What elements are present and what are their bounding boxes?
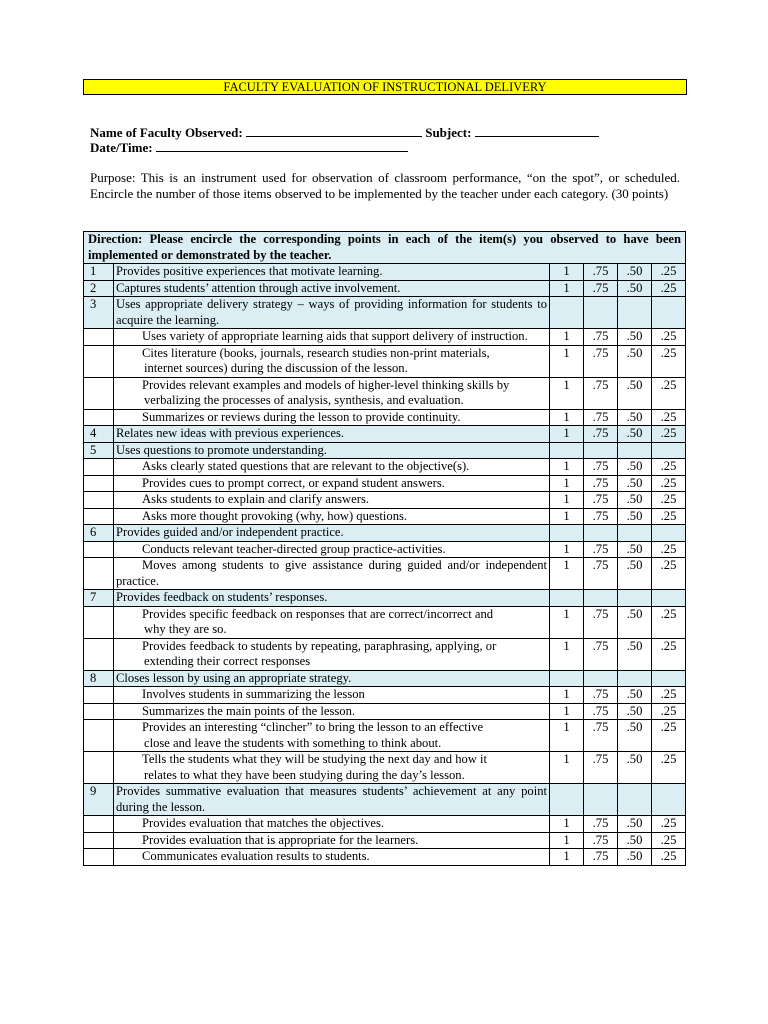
point-cell[interactable]: .50: [618, 541, 652, 558]
point-cell: [550, 525, 584, 542]
item-text-continued: close and leave the students with something to think about.: [144, 735, 442, 750]
item-number: [84, 558, 114, 590]
item-number: [84, 345, 114, 377]
point-cell[interactable]: .25: [652, 459, 686, 476]
point-cell[interactable]: .25: [652, 703, 686, 720]
point-cell: [550, 442, 584, 459]
item-description: [114, 784, 550, 816]
point-cell[interactable]: .50: [618, 280, 652, 297]
point-cell[interactable]: .50: [618, 849, 652, 866]
item-number: 5: [84, 442, 114, 459]
table-row: [84, 832, 686, 849]
item-description: [114, 687, 550, 704]
point-cell[interactable]: 1: [550, 377, 584, 409]
item-text: Uses variety of appropriate learning aids that support delivery of instruction.: [142, 329, 528, 343]
point-cell[interactable]: .75: [584, 492, 618, 509]
item-description: [114, 606, 550, 638]
item-description: [114, 492, 550, 509]
table-row: [84, 784, 686, 816]
point-cell[interactable]: .75: [584, 264, 618, 281]
point-cell: [550, 297, 584, 329]
point-cell: [618, 525, 652, 542]
item-description: [114, 558, 550, 590]
point-cell[interactable]: .50: [618, 752, 652, 784]
point-cell: [618, 670, 652, 687]
direction-row: [84, 232, 686, 264]
item-description: [114, 345, 550, 377]
point-cell: [584, 442, 618, 459]
point-cell[interactable]: .25: [652, 816, 686, 833]
item-description: [114, 409, 550, 426]
table-row: [84, 475, 686, 492]
item-description: [114, 475, 550, 492]
point-cell[interactable]: 1: [550, 280, 584, 297]
item-text: Closes lesson by using an appropriate strategy.: [116, 670, 352, 685]
item-description: [114, 442, 550, 459]
point-cell[interactable]: .50: [618, 475, 652, 492]
item-text: Communicates evaluation results to students.: [142, 849, 370, 863]
point-cell[interactable]: 1: [550, 558, 584, 590]
point-cell[interactable]: .75: [584, 752, 618, 784]
point-cell: [584, 590, 618, 607]
item-description: [114, 703, 550, 720]
point-cell[interactable]: 1: [550, 687, 584, 704]
point-cell[interactable]: .25: [652, 606, 686, 638]
point-cell: [652, 590, 686, 607]
item-description: [114, 377, 550, 409]
item-number: [84, 508, 114, 525]
point-cell: [618, 297, 652, 329]
item-text: Conducts relevant teacher-directed group practice-activities.: [142, 541, 446, 556]
item-number: [84, 329, 114, 346]
point-cell[interactable]: .50: [618, 492, 652, 509]
point-cell[interactable]: .25: [652, 264, 686, 281]
point-cell[interactable]: 1: [550, 638, 584, 670]
table-row: [84, 525, 686, 542]
point-cell[interactable]: .50: [618, 687, 652, 704]
table-row: [84, 558, 686, 590]
item-description: [114, 297, 550, 329]
purpose-text: Purpose: This is an instrument used for observation of classroom performance, “on the spot”, or scheduled. Encircle the number of those items observed to be implemented by the teacher under each category. (30 points): [90, 170, 680, 201]
point-cell: [584, 784, 618, 816]
item-text: Summarizes the main points of the lesson.: [142, 703, 356, 718]
item-number: 9: [84, 784, 114, 816]
point-cell[interactable]: .75: [584, 832, 618, 849]
item-description: [114, 508, 550, 525]
point-cell[interactable]: .50: [618, 606, 652, 638]
point-cell[interactable]: .75: [584, 638, 618, 670]
point-cell[interactable]: .50: [618, 508, 652, 525]
point-cell: [618, 442, 652, 459]
point-cell[interactable]: .75: [584, 426, 618, 443]
point-cell: [618, 784, 652, 816]
table-row: [84, 377, 686, 409]
table-row: [84, 606, 686, 638]
table-row: [84, 409, 686, 426]
item-number: [84, 475, 114, 492]
item-text: Provides summative evaluation that measures students’ achievement at any point during the lesson.: [116, 784, 547, 814]
point-cell[interactable]: 1: [550, 703, 584, 720]
point-cell[interactable]: .25: [652, 426, 686, 443]
point-cell[interactable]: .25: [652, 492, 686, 509]
item-number: 1: [84, 264, 114, 281]
point-cell[interactable]: .75: [584, 377, 618, 409]
item-description: [114, 329, 550, 346]
item-text: Asks clearly stated questions that are relevant to the objective(s).: [142, 459, 470, 473]
point-cell[interactable]: .75: [584, 329, 618, 346]
faculty-blank[interactable]: [246, 125, 422, 137]
item-description: [114, 670, 550, 687]
point-cell[interactable]: 1: [550, 816, 584, 833]
item-number: [84, 752, 114, 784]
point-cell[interactable]: .50: [618, 638, 652, 670]
item-description: [114, 752, 550, 784]
item-description: [114, 280, 550, 297]
item-number: [84, 687, 114, 704]
item-text: Asks students to explain and clarify answers.: [142, 492, 369, 506]
table-row: [84, 280, 686, 297]
item-description: [114, 541, 550, 558]
table-row: [84, 442, 686, 459]
point-cell[interactable]: .75: [584, 345, 618, 377]
item-text: Provides feedback to students by repeating, paraphrasing, applying, or: [142, 638, 497, 653]
table-row: [84, 541, 686, 558]
point-cell[interactable]: .50: [618, 264, 652, 281]
item-text: Provides specific feedback on responses that are correct/incorrect and: [142, 606, 494, 621]
point-cell[interactable]: .25: [652, 280, 686, 297]
item-text: Tells the students what they will be studying the next day and how it: [142, 752, 488, 766]
table-row: [84, 720, 686, 752]
point-cell[interactable]: 1: [550, 329, 584, 346]
item-description: [114, 590, 550, 607]
point-cell[interactable]: 1: [550, 492, 584, 509]
point-cell: [584, 670, 618, 687]
point-cell[interactable]: .50: [618, 558, 652, 590]
table-row: [84, 508, 686, 525]
evaluation-table: [83, 231, 686, 866]
item-text: Provides guided and/or independent practice.: [116, 525, 344, 539]
item-number: 3: [84, 297, 114, 329]
point-cell: [550, 670, 584, 687]
item-text: Provides positive experiences that motivate learning.: [116, 264, 383, 278]
table-row: [84, 849, 686, 866]
document-title: FACULTY EVALUATION OF INSTRUCTIONAL DELIVERY: [83, 79, 687, 95]
point-cell[interactable]: .25: [652, 638, 686, 670]
item-description: [114, 459, 550, 476]
point-cell[interactable]: .75: [584, 558, 618, 590]
point-cell[interactable]: .75: [584, 475, 618, 492]
item-number: [84, 638, 114, 670]
datetime-blank[interactable]: [156, 140, 408, 152]
item-text: Relates new ideas with previous experiences.: [116, 426, 345, 440]
table-row: [84, 329, 686, 346]
item-text: Summarizes or reviews during the lesson to provide continuity.: [142, 409, 461, 424]
item-number: [84, 816, 114, 833]
point-cell[interactable]: .25: [652, 475, 686, 492]
point-cell: [550, 590, 584, 607]
item-text: Provides cues to prompt correct, or expand student answers.: [142, 475, 445, 490]
table-row: [84, 752, 686, 784]
point-cell: [618, 590, 652, 607]
point-cell[interactable]: .75: [584, 459, 618, 476]
table-row: [84, 459, 686, 476]
item-number: [84, 377, 114, 409]
point-cell[interactable]: .25: [652, 541, 686, 558]
point-cell[interactable]: .25: [652, 377, 686, 409]
item-number: [84, 606, 114, 638]
point-cell[interactable]: .75: [584, 703, 618, 720]
item-text: Provides evaluation that is appropriate for the learners.: [142, 832, 419, 847]
point-cell[interactable]: 1: [550, 849, 584, 866]
item-text: Uses appropriate delivery strategy – ways of providing information for students to acquire the learning.: [116, 297, 547, 327]
item-number: 7: [84, 590, 114, 607]
subject-label: Subject:: [425, 125, 472, 140]
table-row: [84, 426, 686, 443]
point-cell[interactable]: .75: [584, 409, 618, 426]
table-row: [84, 670, 686, 687]
point-cell[interactable]: .25: [652, 345, 686, 377]
item-number: [84, 720, 114, 752]
point-cell[interactable]: .75: [584, 508, 618, 525]
point-cell: [652, 297, 686, 329]
point-cell[interactable]: .50: [618, 329, 652, 346]
item-text-continued: relates to what they have been studying during the day’s lesson.: [144, 767, 465, 782]
item-text: Provides relevant examples and models of higher-level thinking skills by: [142, 377, 510, 392]
item-text: Uses questions to promote understanding.: [116, 442, 327, 457]
point-cell[interactable]: 1: [550, 409, 584, 426]
point-cell[interactable]: .75: [584, 541, 618, 558]
item-description: [114, 264, 550, 281]
table-row: [84, 703, 686, 720]
point-cell: [652, 784, 686, 816]
item-text: Moves among students to give assistance during guided and/or independent practice.: [116, 558, 547, 588]
point-cell: [584, 525, 618, 542]
point-cell[interactable]: .50: [618, 832, 652, 849]
faculty-label: Name of Faculty Observed:: [90, 125, 243, 140]
point-cell[interactable]: 1: [550, 264, 584, 281]
point-cell[interactable]: .25: [652, 409, 686, 426]
point-cell[interactable]: .50: [618, 720, 652, 752]
point-cell[interactable]: .75: [584, 849, 618, 866]
point-cell: [652, 525, 686, 542]
item-text: Provides evaluation that matches the objectives.: [142, 816, 385, 830]
point-cell[interactable]: .25: [652, 558, 686, 590]
item-text-continued: internet sources) during the discussion of the lesson.: [144, 361, 408, 375]
item-description: [114, 525, 550, 542]
point-cell[interactable]: .25: [652, 329, 686, 346]
item-text-continued: verbalizing the processes of analysis, synthesis, and evaluation.: [144, 393, 464, 407]
point-cell[interactable]: .25: [652, 720, 686, 752]
point-cell[interactable]: .50: [618, 459, 652, 476]
item-text-continued: extending their correct responses: [144, 654, 311, 668]
point-cell: [652, 442, 686, 459]
point-cell[interactable]: 1: [550, 459, 584, 476]
item-number: [84, 459, 114, 476]
table-row: [84, 638, 686, 670]
item-text: Provides an interesting “clincher” to bring the lesson to an effective: [142, 720, 484, 734]
item-description: [114, 638, 550, 670]
point-cell[interactable]: 1: [550, 508, 584, 525]
item-number: [84, 409, 114, 426]
item-number: 4: [84, 426, 114, 443]
item-number: [84, 541, 114, 558]
item-description: [114, 426, 550, 443]
point-cell[interactable]: 1: [550, 541, 584, 558]
item-number: 8: [84, 670, 114, 687]
point-cell[interactable]: .75: [584, 606, 618, 638]
table-row: [84, 492, 686, 509]
point-cell: [550, 784, 584, 816]
table-row: [84, 687, 686, 704]
point-cell[interactable]: 1: [550, 475, 584, 492]
point-cell[interactable]: .50: [618, 409, 652, 426]
table-row: [84, 297, 686, 329]
item-text: Asks more thought provoking (why, how) questions.: [142, 508, 408, 523]
table-row: [84, 345, 686, 377]
item-number: 6: [84, 525, 114, 542]
point-cell[interactable]: 1: [550, 832, 584, 849]
item-number: [84, 492, 114, 509]
point-cell[interactable]: 1: [550, 426, 584, 443]
direction-text: Direction: Please encircle the corresponding points in each of the item(s) you observed to have been implemented or demonstrated by the teacher.: [84, 232, 686, 264]
point-cell: [652, 670, 686, 687]
item-number: [84, 849, 114, 866]
point-cell: [584, 297, 618, 329]
datetime-label: Date/Time:: [90, 140, 153, 155]
table-row: [84, 816, 686, 833]
point-cell[interactable]: .75: [584, 720, 618, 752]
point-cell[interactable]: .25: [652, 687, 686, 704]
item-text-continued: why they are so.: [144, 622, 227, 636]
point-cell[interactable]: 1: [550, 752, 584, 784]
subject-blank[interactable]: [475, 125, 599, 137]
item-text: Involves students in summarizing the lesson: [142, 687, 365, 701]
item-description: [114, 849, 550, 866]
point-cell[interactable]: .50: [618, 345, 652, 377]
point-cell[interactable]: .50: [618, 816, 652, 833]
point-cell[interactable]: .25: [652, 849, 686, 866]
item-number: 2: [84, 280, 114, 297]
point-cell[interactable]: 1: [550, 345, 584, 377]
point-cell[interactable]: .25: [652, 508, 686, 525]
point-cell[interactable]: 1: [550, 720, 584, 752]
point-cell[interactable]: .75: [584, 687, 618, 704]
point-cell[interactable]: .75: [584, 816, 618, 833]
item-text: Provides feedback on students’ responses.: [116, 590, 328, 604]
item-description: [114, 816, 550, 833]
point-cell[interactable]: 1: [550, 606, 584, 638]
item-text: Captures students’ attention through active involvement.: [116, 280, 401, 295]
table-row: [84, 590, 686, 607]
item-text: Cites literature (books, journals, research studies non-print materials,: [142, 345, 490, 360]
point-cell[interactable]: .25: [652, 832, 686, 849]
table-row: [84, 264, 686, 281]
point-cell[interactable]: .75: [584, 280, 618, 297]
item-number: [84, 832, 114, 849]
item-description: [114, 832, 550, 849]
point-cell[interactable]: .50: [618, 426, 652, 443]
item-number: [84, 703, 114, 720]
point-cell[interactable]: .50: [618, 703, 652, 720]
item-description: [114, 720, 550, 752]
point-cell[interactable]: .25: [652, 752, 686, 784]
header-fields: [90, 125, 690, 155]
point-cell[interactable]: .50: [618, 377, 652, 409]
